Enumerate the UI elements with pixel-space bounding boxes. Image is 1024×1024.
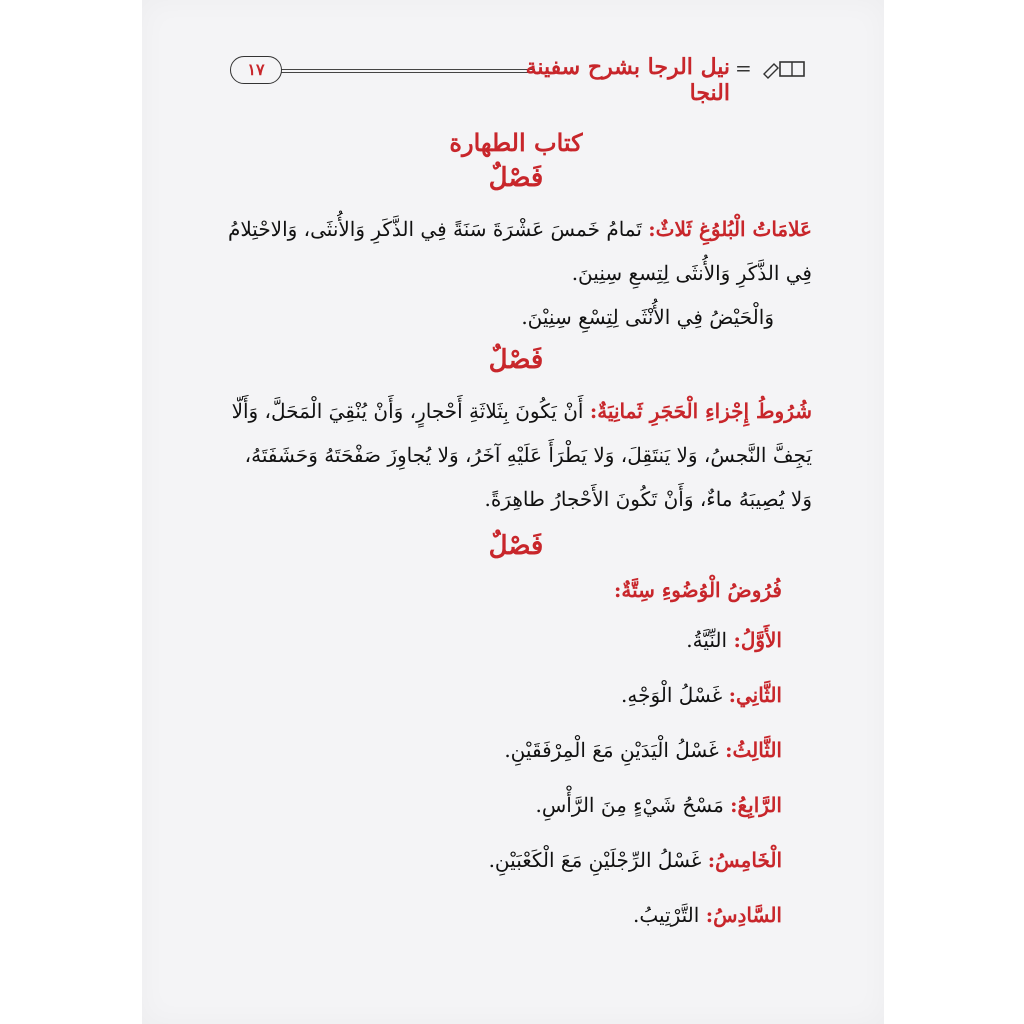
header-separator: = bbox=[735, 56, 752, 80]
item-text: غَسْلُ الرِّجْلَيْنِ مَعَ الْكَعْبَيْنِ. bbox=[488, 848, 708, 872]
item-text: التَّرْتِيبُ. bbox=[633, 903, 706, 927]
section-extra: وَالْحَيْضُ فِي الأُنْثَى لِتِسْعِ سِنِيْنَ. bbox=[521, 305, 774, 329]
list-item bbox=[220, 792, 782, 818]
page-number: ١٧ bbox=[230, 56, 282, 84]
section-lead: شُرُوطُ إِجْزاءِ الْحَجَرِ ثَمانِيَةٌ: bbox=[589, 399, 812, 423]
page-content bbox=[220, 128, 812, 957]
section-heading: فَصْلٌ bbox=[488, 531, 544, 561]
list-item bbox=[220, 627, 782, 653]
kitab-title: كتاب الطهارة bbox=[449, 128, 583, 157]
section-lead: فُرُوضُ الْوُضُوءِ سِتَّةٌ: bbox=[614, 578, 782, 602]
item-label: الثَّانِي: bbox=[728, 683, 782, 707]
header-rule bbox=[275, 69, 535, 70]
section-lead: عَلامَاتُ الْبُلوُغِ ثَلاثٌ: bbox=[648, 217, 812, 241]
list-item bbox=[220, 847, 782, 873]
item-label: الثَّالِثُ: bbox=[725, 738, 782, 762]
section-paragraph bbox=[220, 207, 812, 295]
section-heading: فَصْلٌ bbox=[488, 163, 544, 193]
item-label: الرَّابِعُ: bbox=[730, 793, 782, 817]
section-heading: فَصْلٌ bbox=[488, 345, 544, 375]
item-text: النِّيَّةُ. bbox=[686, 628, 734, 652]
item-text: غَسْلُ الْيَدَيْنِ مَعَ الْمِرْفَقَيْنِ. bbox=[504, 738, 726, 762]
section-text: تَمامُ خَمسَ عَشْرَةَ سَنَةً فِي الذَّكَرِ وَالأُنثَى، وَالاحْتِلامُ فِي الذَّكَرِ وَالأُنثَى لِتِسعِ سِنِينَ. bbox=[227, 217, 812, 285]
page-header bbox=[220, 52, 820, 106]
header-rule-double bbox=[275, 72, 535, 73]
item-label: الْخَامِسُ: bbox=[707, 848, 782, 872]
list-item bbox=[220, 902, 782, 928]
item-label: السَّادِسُ: bbox=[705, 903, 782, 927]
item-text: غَسْلُ الْوَجْهِ. bbox=[621, 683, 729, 707]
section-paragraph bbox=[220, 389, 812, 521]
book-title: نيل الرجا بشرح سفينة النجا bbox=[525, 54, 730, 106]
open-book-icon bbox=[762, 58, 810, 82]
item-text: مَسْحُ شَيْءٍ مِنَ الرَّأْسِ. bbox=[535, 793, 731, 817]
item-label: الأَوَّلُ: bbox=[733, 628, 782, 652]
list-item bbox=[220, 737, 782, 763]
list-item bbox=[220, 682, 782, 708]
section-text: أَنْ يَكُونَ بِثَلاثَةِ أَحْجارٍ، وَأَنْ يُنْقِيَ الْمَحَلَّ، وَأَلّا يَجِفَّ النَّجسُ، وَلا يَنتَقِلَ، وَلا يَطْرَأَ عَلَيْهِ آخَرُ، وَلا يُجاوِزَ صَفْحَتَهُ وَحَشَفَتَهُ، وَلا يُصِيبَهُ ماءٌ، وَأَنْ تَكُونَ الأَحْجارُ طاهِرَةً. bbox=[231, 399, 812, 511]
